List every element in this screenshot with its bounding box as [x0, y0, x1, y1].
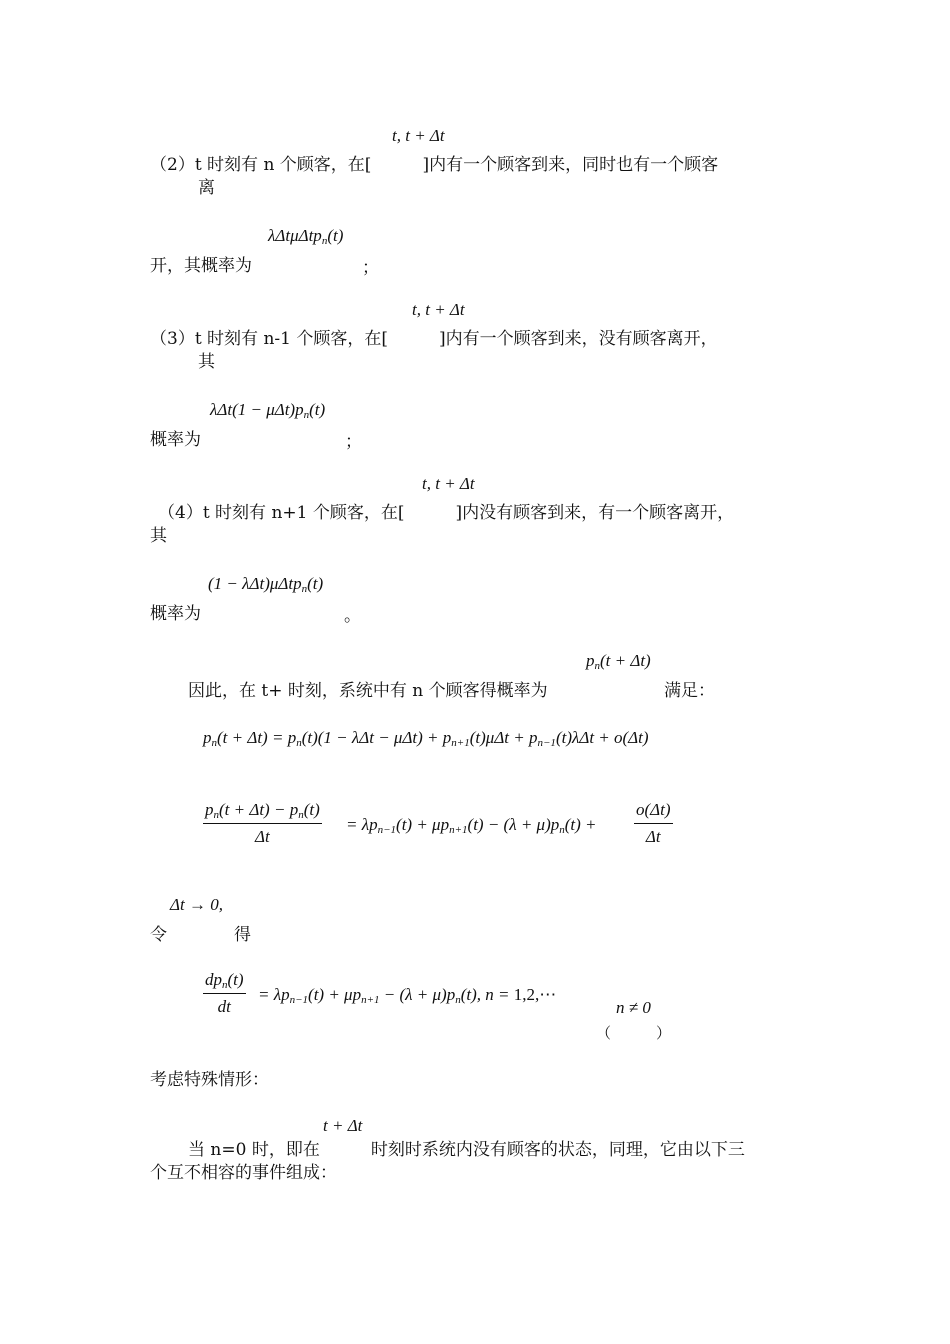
case3-line1: （3）t 时刻有 n-1 个顾客，在[ ]内有一个顾客到来，没有顾客离开， — [150, 329, 718, 349]
equation-3-numerator: $dp_n(t)$ — [203, 970, 246, 994]
case2-prob: λΔtμΔtp$_n$(t) — [268, 226, 344, 247]
limit-ling: 令 — [150, 925, 167, 945]
case3-interval: t, t + Δt — [412, 300, 465, 319]
summary-text: 因此，在 t+ 时刻，系统中有 n 个顾客得概率为 — [188, 681, 548, 701]
equation-3-condition: n ≠ 0 — [616, 998, 651, 1017]
equation-2-o-denominator: Δt — [645, 827, 661, 846]
limit-expr: Δt → 0, — [170, 895, 223, 914]
case2-line1: （2）t 时刻有 n 个顾客，在[ ]内有一个顾客到来，同时也有一个顾客 — [150, 155, 719, 175]
equation-2-rhs: = $\lambda p_{n-1}(t) + \mu p_{n+1}(t) - (\lambda + \mu)p_n(t)$ + — [346, 815, 597, 836]
case3-line1b: 其 — [198, 352, 215, 372]
case4-line1: （4）t 时刻有 n+1 个顾客，在[ ]内没有顾客到来，有一个顾客离开， — [158, 503, 735, 523]
case3-prob: $\lambda\Delta t(1 - \mu\Delta t)p_n(t)$ — [210, 400, 326, 421]
equation-3-paren: （ ） — [596, 1024, 672, 1042]
summary-text-b: 满足： — [664, 681, 715, 701]
case2-line2: 开，其概率为 — [150, 256, 252, 276]
equation-3-denominator: dt — [217, 997, 231, 1016]
special-heading: 考虑特殊情形： — [150, 1070, 269, 1090]
special-time-expr: t + Δt — [323, 1116, 363, 1135]
case4-end: 。 — [344, 606, 361, 626]
case4-prob: (1 − λΔt)μΔtp$_n$(t) — [208, 574, 324, 595]
case4-line1b: 其 — [150, 526, 167, 546]
case3-line2: 概率为 — [150, 430, 201, 450]
case4-line2: 概率为 — [150, 604, 201, 624]
special-line2: 个互不相容的事件组成： — [150, 1163, 337, 1183]
equation-2-fraction-2 — [634, 800, 673, 847]
equation-2-numerator: $p_n(t + \Delta t) - p_n(t)$ — [203, 800, 322, 824]
equation-2-fraction — [203, 800, 322, 847]
equation-3-fraction — [203, 970, 246, 1017]
equation-3-rhs: = $\lambda p_{n-1}(t) + \mu p_{n+1} - (\lambda + \mu)p_n(t)$, n = 1,2,⋯ — [258, 985, 557, 1006]
case2-line1b: 离 — [198, 178, 215, 198]
case2-end: ； — [362, 258, 379, 278]
summary-prob: $p_n(t + \Delta t)$ — [586, 651, 651, 672]
case3-end: ； — [345, 432, 362, 452]
equation-2-o-numerator: o(Δt) — [634, 800, 673, 824]
special-line1: 当 n=0 时，即在 时刻时系统内没有顾客的状态，同理，它由以下三 — [188, 1140, 745, 1160]
case2-interval: t, t + Δt — [392, 126, 445, 145]
limit-de: 得 — [234, 925, 251, 945]
equation-1: $p_n(t + \Delta t) = p_n(t)(1 - \lambda\Delta t - \mu\Delta t) + p_{n+1}(t)\mu\Delta t + p_{n-1}(t)\lambda\Delta t + o(\Delta t)$ — [203, 728, 649, 749]
equation-2-denominator: Δt — [255, 827, 270, 846]
case4-interval: t, t + Δt — [422, 474, 475, 493]
